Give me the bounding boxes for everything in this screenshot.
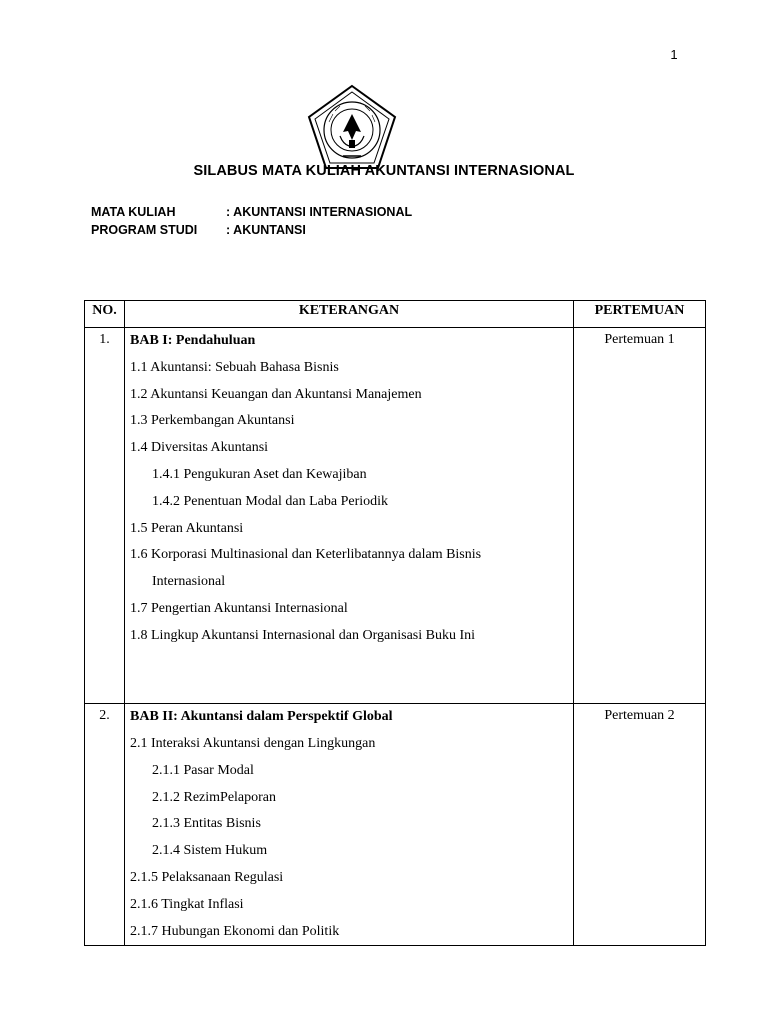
document-title: SILABUS MATA KULIAH AKUNTANSI INTERNASIONAL [193,163,575,179]
topic-line: 1.1 Akuntansi: Sebuah Bahasa Bisnis [130,359,339,375]
topic-line: Internasional [152,574,226,590]
topic-line: 1.8 Lingkup Akuntansi Internasional dan Organisasi Buku Ini [130,627,476,643]
program-value: : AKUNTANSI [226,223,306,237]
header-pertemuan: PERTEMUAN [574,301,706,328]
header-keterangan: KETERANGAN [125,301,574,328]
table-header-row [85,301,706,328]
topic-line: 1.3 Perkembangan Akuntansi [130,413,295,429]
row-number: 1. [85,328,125,704]
table-row [85,704,706,946]
topic-line: 1.4 Diversitas Akuntansi [130,440,269,456]
topic-line: 1.4.1 Pengukuran Aset dan Kewajiban [152,466,367,482]
topic-line: 1.4.2 Penentuan Modal dan Laba Periodik [152,493,389,509]
row-description [125,328,574,704]
topic-line: 1.5 Peran Akuntansi [130,520,244,536]
program-info-row [91,221,306,239]
row-meeting: Pertemuan 1 [574,328,706,704]
topic-line: 1.6 Korporasi Multinasional dan Keterlibatannya dalam Bisnis [130,547,482,563]
topic-line: 2.1.4 Sistem Hukum [152,843,268,859]
program-label: PROGRAM STUDI [91,223,198,237]
course-value: : AKUNTANSI INTERNASIONAL [226,205,413,219]
topic-line: 1.2 Akuntansi Keuangan dan Akuntansi Manajemen [130,386,422,402]
course-info-row [91,203,412,221]
table-row [85,328,706,704]
row-description [125,704,574,946]
topic-line: 2.1 Interaksi Akuntansi dengan Lingkungan [130,735,376,751]
row-meeting: Pertemuan 2 [574,704,706,946]
course-label: MATA KULIAH [91,205,176,219]
topic-line: 2.1.7 Hubungan Ekonomi dan Politik [130,923,340,939]
row-number: 2. [85,704,125,946]
chapter-heading: BAB I: Pendahuluan [130,333,256,348]
blank-line [130,650,569,677]
chapter-heading: BAB II: Akuntansi dalam Perspektif Global [130,709,393,725]
topic-line: 1.7 Pengertian Akuntansi Internasional [130,600,348,616]
topic-line: 2.1.2 RezimPelaporan [152,789,277,805]
header-no: NO. [85,301,125,328]
page-number: 1 [670,47,678,62]
blank-line [130,676,569,703]
topic-line: 2.1.1 Pasar Modal [152,762,254,778]
syllabus-table [84,300,706,946]
institution-seal-logo [307,84,397,170]
topic-line: 2.1.6 Tingkat Inflasi [130,896,244,912]
topic-line: 2.1.5 Pelaksanaan Regulasi [130,869,284,885]
topic-line: 2.1.3 Entitas Bisnis [152,816,261,832]
